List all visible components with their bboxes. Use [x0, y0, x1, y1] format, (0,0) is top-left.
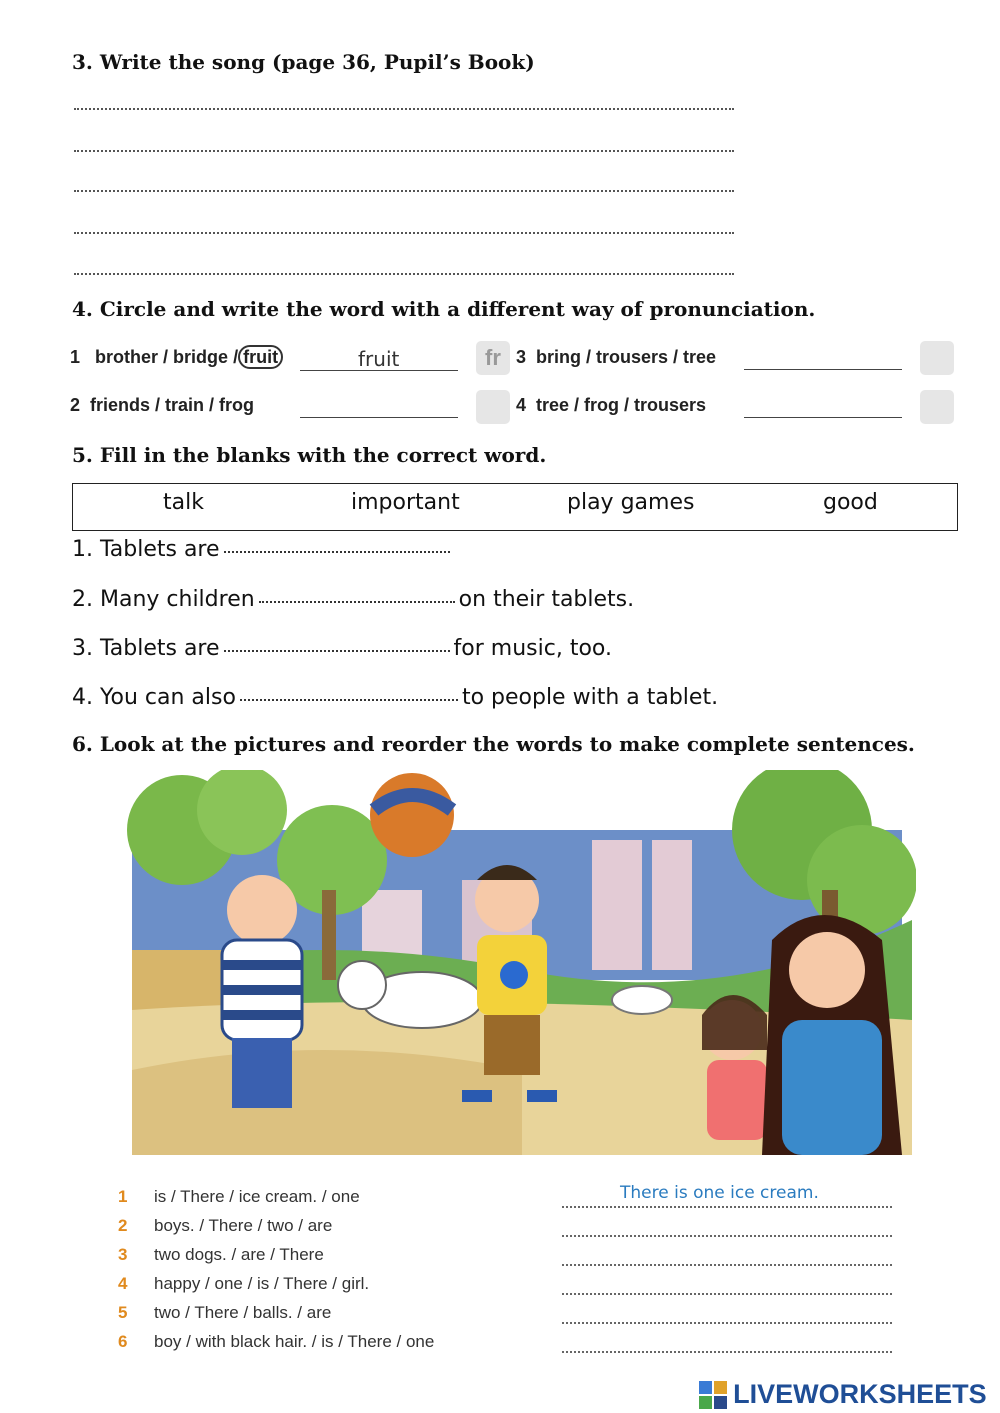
song-line-1[interactable]	[74, 108, 734, 110]
ex5-sentence-4: 4. You can also to people with a tablet.	[72, 685, 719, 710]
ex6-answer-line-4[interactable]	[562, 1293, 892, 1295]
ex4-answer-1: fruit	[358, 347, 400, 371]
song-line-4[interactable]	[74, 232, 734, 234]
ex5-blank-4[interactable]	[240, 699, 458, 701]
ex6-answer-line-1[interactable]	[562, 1206, 892, 1208]
ex4-heading: 4. Circle and write the word with a different way of pronunciation.	[72, 297, 816, 321]
liveworksheets-logo-icon	[698, 1380, 728, 1410]
word-good: good	[823, 490, 878, 515]
song-line-3[interactable]	[74, 190, 734, 192]
ex4-box-2[interactable]	[476, 390, 510, 424]
ex6-item-2: 2 boys. / There / two / are	[118, 1216, 333, 1235]
ex4-item-4: 4 tree / frog / trousers	[516, 395, 707, 415]
ex4-answer-line-2[interactable]	[300, 417, 458, 418]
ex6-answer-line-5[interactable]	[562, 1322, 892, 1324]
song-line-2[interactable]	[74, 150, 734, 152]
ex6-answer-line-3[interactable]	[562, 1264, 892, 1266]
ex4-answer-line-3[interactable]	[744, 369, 902, 370]
ex4-box-3[interactable]	[920, 341, 954, 375]
word-bank	[72, 483, 958, 531]
song-line-5[interactable]	[74, 273, 734, 275]
ex6-answer-1: There is one ice cream.	[620, 1183, 819, 1203]
ex5-sentence-3: 3. Tablets are for music, too.	[72, 636, 612, 661]
ex4-box-4[interactable]	[920, 390, 954, 424]
ex5-heading: 5. Fill in the blanks with the correct word.	[72, 443, 547, 467]
ex3-heading: 3. Write the song (page 36, Pupil’s Book)	[72, 50, 535, 74]
ex5-sentence-1: 1. Tablets are	[72, 537, 454, 562]
ex5-blank-2[interactable]	[259, 601, 455, 603]
liveworksheets-logo[interactable]	[698, 1379, 987, 1410]
ex5-blank-1[interactable]	[224, 551, 450, 553]
word-important: important	[351, 490, 460, 515]
ex4-answer-line-4[interactable]	[744, 417, 902, 418]
ex6-answer-line-6[interactable]	[562, 1351, 892, 1353]
ex6-item-6: 6 boy / with black hair. / is / There / one	[118, 1332, 435, 1351]
ex5-blank-3[interactable]	[224, 650, 450, 652]
ex6-item-4: 4 happy / one / is / There / girl.	[118, 1274, 370, 1293]
ex4-item-2: 2 friends / train / frog	[70, 395, 255, 415]
park-illustration	[122, 770, 916, 1160]
ex4-item-3: 3 bring / trousers / tree	[516, 347, 717, 367]
circled-word[interactable]: fruit	[238, 345, 283, 369]
logo-text: LIVEWORKSHEETS	[733, 1379, 987, 1409]
ex6-item-5: 5 two / There / balls. / are	[118, 1303, 332, 1322]
ex6-heading: 6. Look at the pictures and reorder the words to make complete sentences.	[72, 732, 915, 756]
ex5-sentence-2: 2. Many children on their tablets.	[72, 587, 635, 612]
ex6-item-3: 3 two dogs. / are / There	[118, 1245, 324, 1264]
ex4-item-1: 1 brother / bridge / fruit	[70, 347, 283, 368]
ex6-item-1: 1 is / There / ice cream. / one	[118, 1187, 360, 1206]
word-play-games: play games	[567, 490, 695, 515]
word-talk: talk	[163, 490, 204, 515]
ex4-box-1[interactable]: fr	[476, 341, 510, 375]
ex6-answer-line-2[interactable]	[562, 1235, 892, 1237]
